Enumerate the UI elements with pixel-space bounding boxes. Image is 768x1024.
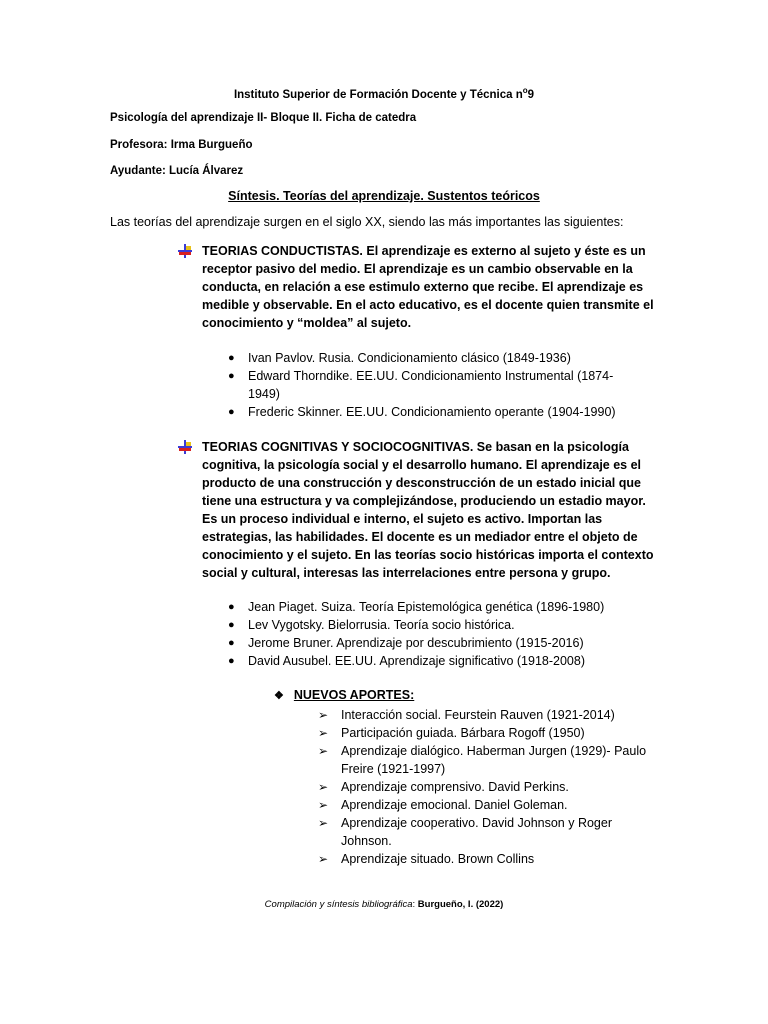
- document-title: Síntesis. Teorías del aprendizaje. Sustentos teóricos: [228, 189, 540, 203]
- list-item: ➢ Aprendizaje emocional. Daniel Goleman.: [318, 798, 568, 812]
- list-item: ● Jerome Bruner. Aprendizaje por descubrimiento (1915-2016): [228, 636, 584, 650]
- list-item: ➢ Aprendizaje dialógico. Haberman Jurgen (1929)- Paulo Freire (1921-1997): [318, 744, 647, 776]
- flag-icon: [178, 440, 192, 454]
- list-item: ● Ivan Pavlov. Rusia. Condicionamiento clásico (1849-1936): [228, 351, 571, 365]
- list-item: ● Edward Thorndike. EE.UU. Condicionamiento Instrumental (1874-1949): [228, 369, 614, 401]
- arrow-bullet-icon: ➢: [318, 780, 329, 794]
- bullet-dot-icon: ●: [228, 619, 235, 631]
- assistant-line: Ayudante: Lucía Álvarez: [110, 165, 244, 177]
- arrow-bullet-icon: ➢: [318, 798, 329, 812]
- section-conductistas-text: TEORIAS CONDUCTISTAS. El aprendizaje es externo al sujeto y éste es un receptor pasivo del medio. El aprendizaje es un cambio observable en la conducta, en relación a ese estimulo externo que recibe. El aprendizaje es medible y observable. En el acto educativo, es el docente quien transmite el conocimiento y “moldea” al sujeto.: [202, 244, 654, 330]
- arrow-bullet-icon: ➢: [318, 744, 329, 758]
- subject-line: Psicología del aprendizaje II- Bloque II. Ficha de catedra: [110, 112, 417, 124]
- bullet-dot-icon: ●: [228, 637, 235, 649]
- cognitivas-list: [224, 598, 644, 670]
- new-contributions-list: [318, 706, 658, 868]
- bullet-dot-icon: ●: [228, 601, 235, 613]
- diamond-bullet-icon: ❖: [274, 690, 284, 702]
- list-item: ● Frederic Skinner. EE.UU. Condicionamiento operante (1904-1990): [228, 405, 616, 419]
- arrow-bullet-icon: ➢: [318, 852, 329, 866]
- new-contributions-heading: ❖ NUEVOS APORTES:: [274, 688, 415, 702]
- list-item: ➢ Aprendizaje cooperativo. David Johnson y Roger Johnson.: [318, 816, 612, 848]
- arrow-bullet-icon: ➢: [318, 816, 329, 830]
- list-item: ● Lev Vygotsky. Bielorrusia. Teoría socio histórica.: [228, 618, 515, 632]
- intro-paragraph: Las teorías del aprendizaje surgen en el siglo XX, siendo las más importantes las siguientes:: [110, 215, 624, 229]
- footer-citation: Compilación y síntesis bibliográfica: Burgueño, I. (2022): [264, 899, 504, 910]
- list-item: ➢ Participación guiada. Bárbara Rogoff (1950): [318, 726, 585, 740]
- list-item: ➢ Aprendizaje situado. Brown Collins: [318, 852, 535, 866]
- bullet-dot-icon: ●: [228, 370, 235, 382]
- conductistas-list: [224, 349, 644, 421]
- ordinal-mark: o: [522, 86, 528, 95]
- institute-heading: Instituto Superior de Formación Docente y Técnica $n^o9$: [233, 86, 535, 101]
- list-item: ➢ Interacción social. Feurstein Rauven (1921-2014): [318, 708, 615, 722]
- list-item: ● Jean Piaget. Suiza. Teoría Epistemológica genética (1896-1980): [228, 600, 605, 614]
- professor-line: Profesora: Irma Burgueño: [110, 139, 253, 151]
- list-item: ● David Ausubel. EE.UU. Aprendizaje significativo (1918-2008): [228, 654, 585, 668]
- arrow-bullet-icon: ➢: [318, 708, 329, 722]
- section-cognitivas-text: TEORIAS COGNITIVAS Y SOCIOCOGNITIVAS. Se basan en la psicología cognitiva, la psicología social y el desarrollo humano. El aprendizaje es el producto de una construcción y desconstrucción de un estado inicial que tiene una estructura y va complejizándose, produciendo un estadio mayor. Es un proceso individual e interno, el sujeto es activo. Importan las estrategias, las habilidades. El docente es un mediador entre el objeto de conocimiento y el sujeto. En las teorías socio históricas importa el contexto social y cultural, interesas las interrelaciones entre persona y grupo.: [202, 440, 654, 580]
- bullet-dot-icon: ●: [228, 655, 235, 667]
- list-item: ➢ Aprendizaje comprensivo. David Perkins.: [318, 780, 569, 794]
- arrow-bullet-icon: ➢: [318, 726, 329, 740]
- bullet-dot-icon: ●: [228, 406, 235, 418]
- flag-icon: [178, 244, 192, 258]
- bullet-dot-icon: ●: [228, 352, 235, 364]
